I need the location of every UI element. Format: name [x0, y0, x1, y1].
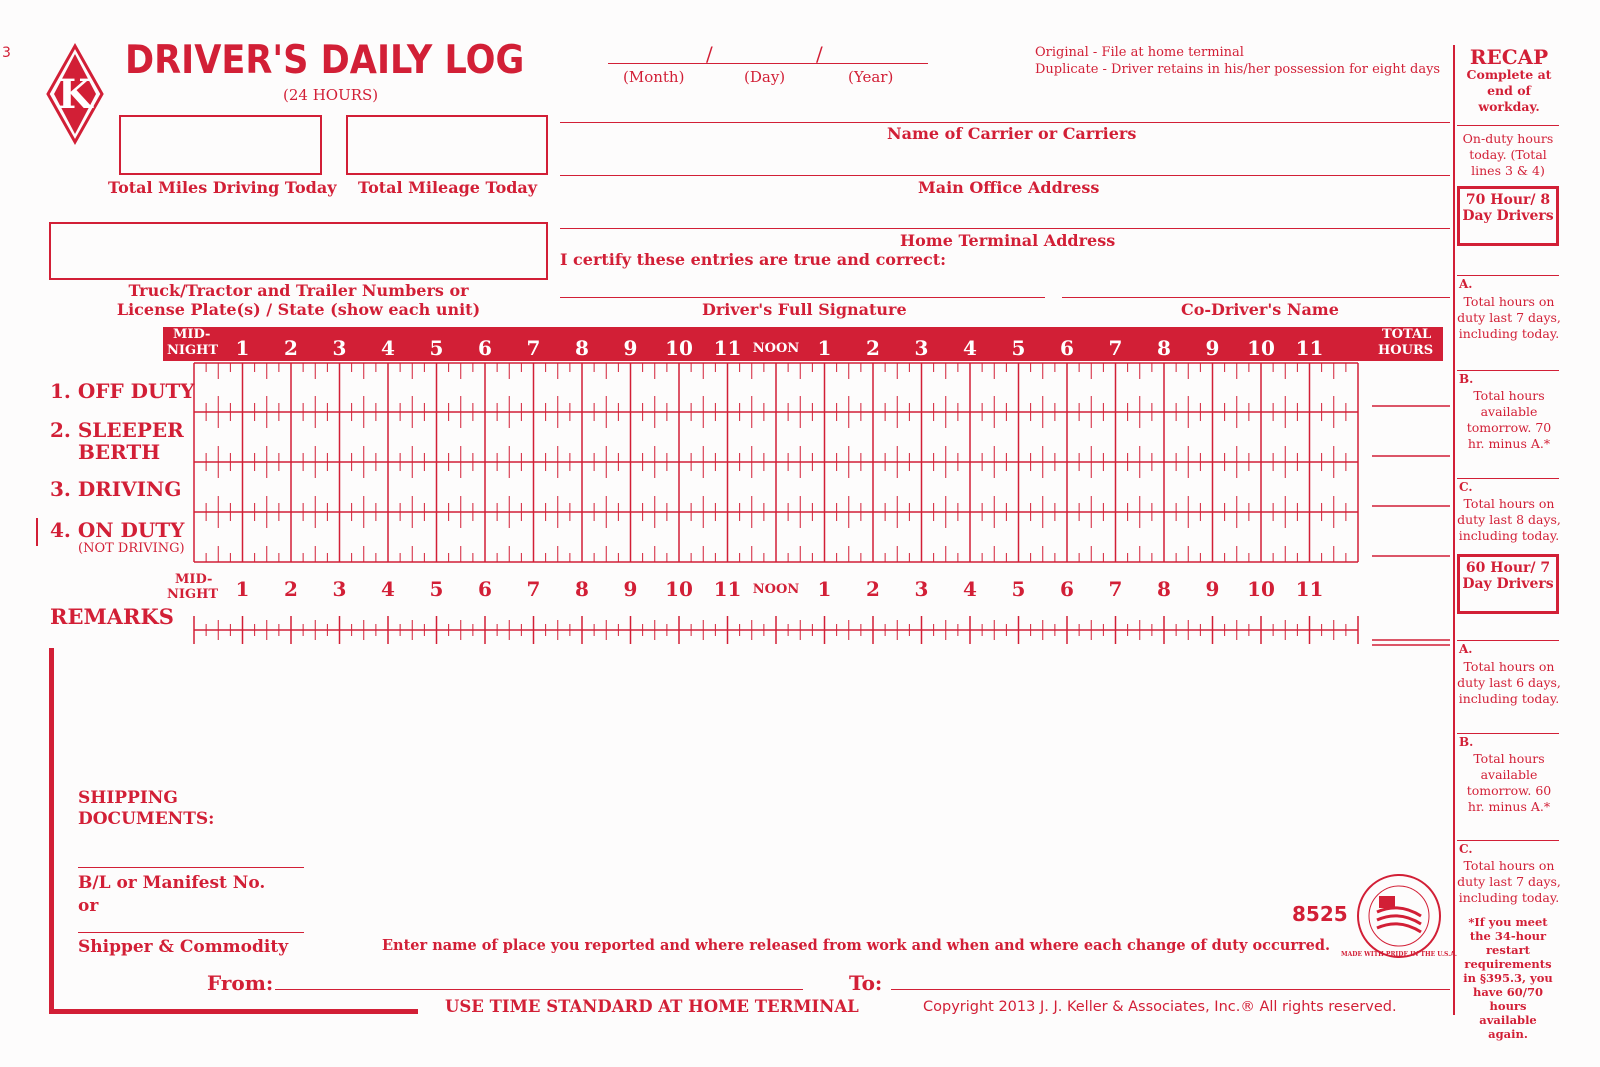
- row-label-off-duty: 1. OFF DUTY: [50, 379, 195, 403]
- footer-hour-pm4: 5: [1011, 577, 1026, 601]
- bl-or-label: or: [78, 896, 99, 916]
- footer-hour-am10: 11: [713, 577, 742, 601]
- form-number: 8525: [1292, 902, 1348, 926]
- header-hour-pm2: 3: [914, 336, 929, 360]
- footer-hour-am1: 2: [284, 577, 298, 601]
- seal-text: MADE WITH PRIDE IN THE U.S.A.: [1341, 951, 1457, 958]
- shipper-commodity-label: Shipper & Commodity: [78, 937, 289, 957]
- header-hour-am6: 7: [526, 336, 541, 360]
- footer-hour-am8: 9: [623, 577, 638, 601]
- row-label-sleeper-1: 2. SLEEPER: [50, 418, 184, 442]
- page-number: 3: [2, 45, 11, 61]
- header-hour-pm6: 7: [1108, 336, 1123, 360]
- recap-a60: Total hours on duty last 6 days, including today.: [1457, 659, 1561, 706]
- header-hour-am2: 3: [332, 336, 347, 360]
- header-hour-noon: NOON: [752, 341, 800, 356]
- remarks-bracket-bottom: [49, 1009, 418, 1014]
- header-hour-pm4: 5: [1011, 336, 1026, 360]
- recap-subtitle: Complete at end of workday.: [1466, 67, 1552, 114]
- footer-hour-am0: 1: [235, 577, 250, 601]
- logo-letter: K: [57, 71, 93, 118]
- time-standard-note: USE TIME STANDARD AT HOME TERMINAL: [445, 997, 859, 1016]
- footer-midnight-top: MID-: [175, 572, 213, 587]
- header-hour-pm5: 6: [1060, 336, 1074, 360]
- recap-a70-letter: A.: [1459, 277, 1473, 291]
- driver-signature-label: Driver's Full Signature: [702, 300, 907, 319]
- header-total-line1: TOTAL: [1382, 327, 1432, 342]
- header-hour-am3: 4: [381, 336, 395, 360]
- header-hour-am8: 9: [623, 336, 638, 360]
- recap-line-3: [1457, 370, 1559, 371]
- footer-hour-pm2: 3: [914, 577, 929, 601]
- footer-midnight-bottom: NIGHT: [167, 587, 219, 602]
- footer-hour-pm5: 6: [1060, 577, 1074, 601]
- shipping-docs-2: DOCUMENTS:: [78, 809, 215, 829]
- footer-hour-pm9: 10: [1247, 577, 1275, 601]
- recap-b60-letter: B.: [1459, 735, 1474, 749]
- header-hour-am10: 11: [713, 336, 742, 360]
- recap-line-6: [1457, 733, 1559, 734]
- to-line[interactable]: [891, 989, 1450, 990]
- home-terminal-label: Home Terminal Address: [900, 231, 1116, 250]
- header-hour-pm1: 2: [866, 336, 880, 360]
- footer-hour-pm7: 8: [1157, 577, 1171, 601]
- header-hour-am1: 2: [284, 336, 298, 360]
- made-in-usa-seal: [1341, 872, 1457, 960]
- header-hour-pm0: 1: [817, 336, 832, 360]
- footer-hour-pm8: 9: [1205, 577, 1220, 601]
- row-label-on-duty-sub: (NOT DRIVING): [78, 541, 185, 556]
- recap-title: RECAP: [1469, 45, 1549, 69]
- recap-box-70: 70 Hour/ 8 Day Drivers: [1457, 186, 1559, 246]
- footer-hour-pm1: 2: [866, 577, 880, 601]
- recap-b60: Total hours available tomorrow. 60 hr. minus A.*: [1466, 751, 1552, 814]
- header-hour-am4: 5: [429, 336, 444, 360]
- recap-box-60: 60 Hour/ 7 Day Drivers: [1457, 554, 1559, 614]
- footer-hour-am9: 10: [665, 577, 693, 601]
- main-office-label: Main Office Address: [918, 178, 1100, 197]
- month-label: (Month): [623, 68, 685, 86]
- co-driver-label: Co-Driver's Name: [1181, 300, 1339, 319]
- recap-a70: Total hours on duty last 7 days, including today.: [1457, 294, 1561, 341]
- recap-line-7: [1457, 840, 1559, 841]
- instruction-text: Enter name of place you reported and where released from work and when and where each change of duty occurred.: [382, 937, 1331, 954]
- total-miles-driving-label: Total Miles Driving Today: [108, 178, 337, 197]
- shipping-docs-line[interactable]: [78, 867, 304, 868]
- footer-hour-pm10: 11: [1295, 577, 1324, 601]
- footer-hour-am6: 7: [526, 577, 541, 601]
- remarks-label: REMARKS: [50, 604, 174, 629]
- header-hour-am0: 1: [235, 336, 250, 360]
- recap-b70: Total hours available tomorrow. 70 hr. minus A.*: [1466, 388, 1552, 451]
- header-hour-pm7: 8: [1157, 336, 1171, 360]
- from-line[interactable]: [275, 989, 803, 990]
- recap-c70-letter: C.: [1459, 480, 1473, 494]
- row-label-on-duty: 4. ON DUTY: [50, 518, 185, 542]
- copy-note-original: Original - File at home terminal: [1035, 45, 1244, 60]
- recap-c60: Total hours on duty last 7 days, including today.: [1457, 858, 1561, 905]
- footer-hour-am3: 4: [381, 577, 395, 601]
- row-label-driving: 3. DRIVING: [50, 477, 182, 501]
- copy-note-duplicate: Duplicate - Driver retains in his/her possession for eight days: [1035, 62, 1441, 77]
- recap-line-1: [1457, 125, 1559, 126]
- recap-c60-letter: C.: [1459, 842, 1473, 856]
- recap-a60-letter: A.: [1459, 642, 1473, 656]
- recap-on-duty: On-duty hours today. (Total lines 3 & 4): [1462, 131, 1554, 178]
- remarks-bracket-left: [49, 648, 54, 1013]
- from-label: From:: [207, 971, 274, 995]
- certify-statement: I certify these entries are true and correct:: [560, 250, 947, 269]
- bl-manifest-label: B/L or Manifest No.: [78, 873, 266, 893]
- year-label: (Year): [848, 68, 894, 86]
- footer-hour-am2: 3: [332, 577, 347, 601]
- footer-hour-am4: 5: [429, 577, 444, 601]
- shipper-line[interactable]: [78, 932, 304, 933]
- recap-c70: Total hours on duty last 8 days, including today.: [1457, 496, 1561, 543]
- footer-hour-pm6: 7: [1108, 577, 1123, 601]
- carrier-name-label: Name of Carrier or Carriers: [887, 124, 1137, 143]
- header-midnight-bottom: NIGHT: [167, 343, 219, 358]
- total-mileage-label: Total Mileage Today: [358, 178, 538, 197]
- row-label-sleeper-2: BERTH: [78, 440, 161, 464]
- shipping-docs-1: SHIPPING: [78, 788, 178, 808]
- header-midnight-top: MID-: [173, 327, 211, 342]
- recap-line-5: [1457, 640, 1559, 641]
- header-hour-pm10: 11: [1295, 336, 1324, 360]
- recap-divider: [1453, 45, 1455, 1015]
- to-label: To:: [849, 971, 883, 995]
- truck-label-line1: Truck/Tractor and Trailer Numbers or: [128, 281, 469, 300]
- header-hour-am5: 6: [478, 336, 492, 360]
- date-slash-2: /: [816, 42, 823, 66]
- header-hour-pm3: 4: [963, 336, 977, 360]
- footer-hour-am5: 6: [478, 577, 492, 601]
- subtitle-24-hours: (24 HOURS): [283, 86, 379, 104]
- header-hour-pm9: 10: [1247, 336, 1275, 360]
- copyright: Copyright 2013 J. J. Keller & Associates, Inc.® All rights reserved.: [923, 999, 1397, 1015]
- header-hour-pm8: 9: [1205, 336, 1220, 360]
- recap-b70-letter: B.: [1459, 372, 1474, 386]
- day-label: (Day): [744, 68, 786, 86]
- footer-hour-pm3: 4: [963, 577, 977, 601]
- recap-footnote: *If you meet the 34-hour restart requirements in §395.3, you have 60/70 hours available again.: [1463, 915, 1553, 1041]
- footer-hour-am7: 8: [575, 577, 589, 601]
- page-title: DRIVER'S DAILY LOG: [125, 38, 525, 83]
- footer-hour-noon: NOON: [752, 582, 800, 597]
- header-total-line2: HOURS: [1378, 343, 1434, 358]
- recap-line-2: [1457, 275, 1559, 276]
- footer-hour-pm0: 1: [817, 577, 832, 601]
- recap-line-4: [1457, 478, 1559, 479]
- date-slash-1: /: [706, 42, 713, 66]
- header-hour-am7: 8: [575, 336, 589, 360]
- truck-label-line2: License Plate(s) / State (show each unit): [116, 300, 481, 319]
- header-hour-am9: 10: [665, 336, 693, 360]
